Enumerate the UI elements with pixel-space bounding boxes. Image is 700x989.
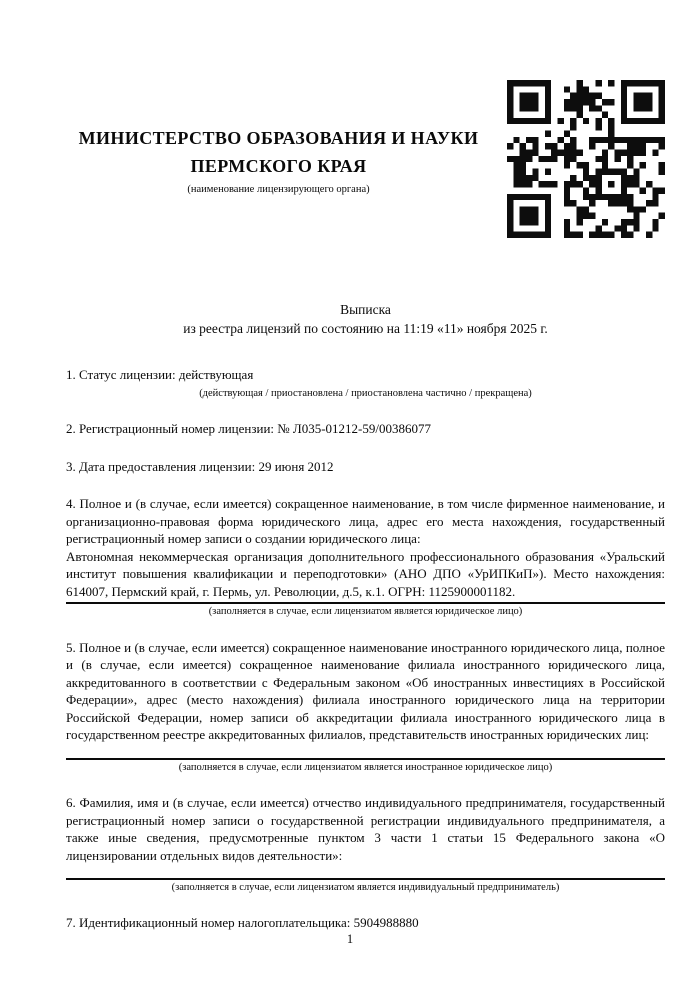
individual-entrepreneur-caption: (заполняется в случае, если лицензиатом является индивидуальный предприниматель) [171,882,560,893]
section-individual-entrepreneur [66,794,665,895]
section-taxpayer-id [66,914,665,932]
legal-entity-value: Автономная некоммерческая организация дополнительного профессионального образования «Уральский институт повышения квалификации и переподготовки» (АНО ДПО «УрИПКиП»). Место нахождения: 614007, Пермский край, г. Пермь, ул. Революции, д.5, к.1. ОГРН: 1125900001182. [66,548,665,599]
foreign-entity-fill-line [66,758,665,760]
section-legal-entity [66,495,665,619]
document-title-line1: Выписка [340,302,391,317]
foreign-entity-prompt: 5. Полное и (в случае, если имеется) сокращенное наименование иностранного юридического лица, полное и (в случае, если имеется) сокращенное наименование филиала иностранного юридического лица, аккредитованного в соответствии с Федеральным законом «Об иностранных инвестициях в Российской Федерации», адрес (место нахождения) филиала иностранного юридического лица на территории Российской Федерации, номер записи об аккредитации филиала иностранного юридического лица в государственном реестре аккредитованных филиалов, представительств иностранных юридических лиц: [66,639,665,742]
individual-entrepreneur-fill-line [66,878,665,880]
section-foreign-entity [66,639,665,775]
qr-code-icon [507,80,665,238]
document-title-line2: из реестра лицензий по состоянию на 11:19 «11» ноября 2025 г. [183,321,548,336]
foreign-entity-caption: (заполняется в случае, если лицензиатом является иностранное юридическое лицо) [178,761,553,773]
ministry-name [66,124,491,180]
legal-entity-caption: (заполняется в случае, если лицензиатом является юридическое лицо) [208,606,523,617]
document-title [66,300,665,338]
page-number: 1 [346,932,354,946]
taxpayer-id-text: 7. Идентификационный номер налогоплательщика: 5904988880 [66,914,419,930]
license-status-options-caption: (действующая / приостановлена / приостановлена частично / прекращена) [199,387,532,399]
ministry-name-line1: МИНИСТЕРСТВО ОБРАЗОВАНИЯ И НАУКИ [78,127,479,148]
ministry-name-line2: ПЕРМСКОГО КРАЯ [190,155,367,176]
section-license-status [66,366,665,400]
registration-number-text: 2. Регистрационный номер лицензии: № Л035-01212-59/00386077 [66,421,432,436]
individual-entrepreneur-prompt: 6. Фамилия, имя и (в случае, если имеется) отчество индивидуального предпринимателя, государственный регистрационный номер записи о государственной регистрации индивидуального предпринимателя, а также иные сведения, предусмотренные пунктом 3 части 1 статьи 15 Федерального закона «О лицензировании отдельных видов деятельности»: [66,795,665,863]
legal-entity-prompt: 4. Полное и (в случае, если имеется) сокращенное наименование, в том числе фирменное наименование, и организационно-правовая форма юридического лица, адрес его места нахождения, государственный регистрационный номер записи о создании юридического лица: [66,496,665,546]
license-status-text: 1. Статус лицензии: действующая [66,367,254,382]
section-registration-number [66,420,665,438]
ministry-caption: (наименование лицензирующего органа) [187,183,370,195]
document-header [66,80,665,238]
legal-entity-fill-line [66,602,665,604]
section-license-date [66,458,665,476]
licensing-authority-block [66,124,507,195]
license-date-text: 3. Дата предоставления лицензии: 29 июня 2012 [66,458,334,474]
